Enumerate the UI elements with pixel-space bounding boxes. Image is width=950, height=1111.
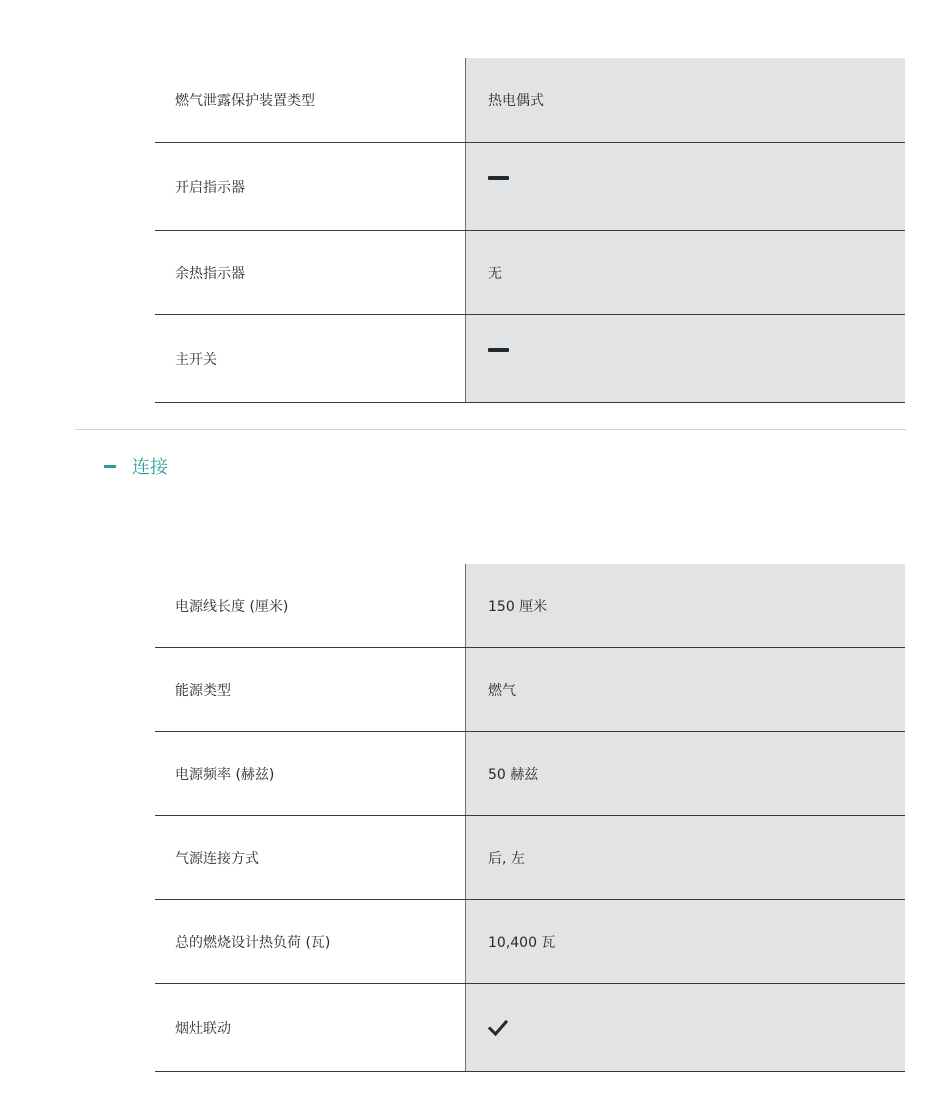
spec-label: 开启指示器	[175, 179, 245, 196]
spec-table-connection	[155, 564, 905, 1072]
table-row	[155, 564, 905, 648]
section-toggle-connection[interactable]	[104, 453, 168, 479]
spec-value: 热电偶式	[465, 58, 905, 142]
table-row	[155, 900, 905, 984]
table-row	[155, 315, 905, 403]
spec-value: 10,400 瓦	[465, 900, 905, 983]
spec-value	[465, 315, 905, 402]
spec-label: 电源频率 (赫兹)	[175, 766, 275, 783]
spec-value: 后, 左	[465, 816, 905, 899]
section-divider	[75, 429, 906, 430]
checkmark-icon	[488, 1019, 508, 1037]
table-row	[155, 143, 905, 231]
spec-value	[465, 143, 905, 230]
minus-icon[interactable]	[104, 465, 116, 468]
dash-icon	[488, 348, 509, 352]
spec-label: 烟灶联动	[175, 1020, 231, 1037]
spec-value: 无	[465, 231, 905, 314]
spec-value: 50 赫兹	[465, 732, 905, 815]
spec-label: 余热指示器	[175, 265, 245, 282]
table-row	[155, 58, 905, 143]
spec-label: 燃气泄露保护装置类型	[175, 93, 315, 109]
table-row	[155, 816, 905, 900]
spec-label: 主开关	[175, 351, 217, 368]
spec-label: 气源连接方式	[175, 850, 259, 867]
dash-icon	[488, 176, 509, 180]
table-row	[155, 732, 905, 816]
spec-label: 能源类型	[175, 682, 231, 699]
spec-value	[465, 984, 905, 1071]
spec-label: 电源线长度 (厘米)	[175, 598, 289, 615]
table-row	[155, 984, 905, 1072]
spec-value: 燃气	[465, 648, 905, 731]
spec-label: 总的燃烧设计热负荷 (瓦)	[175, 934, 331, 951]
spec-table-top	[155, 58, 905, 403]
table-row	[155, 231, 905, 315]
spec-value: 150 厘米	[465, 564, 905, 647]
section-title[interactable]: 连接	[132, 457, 168, 478]
table-row	[155, 648, 905, 732]
